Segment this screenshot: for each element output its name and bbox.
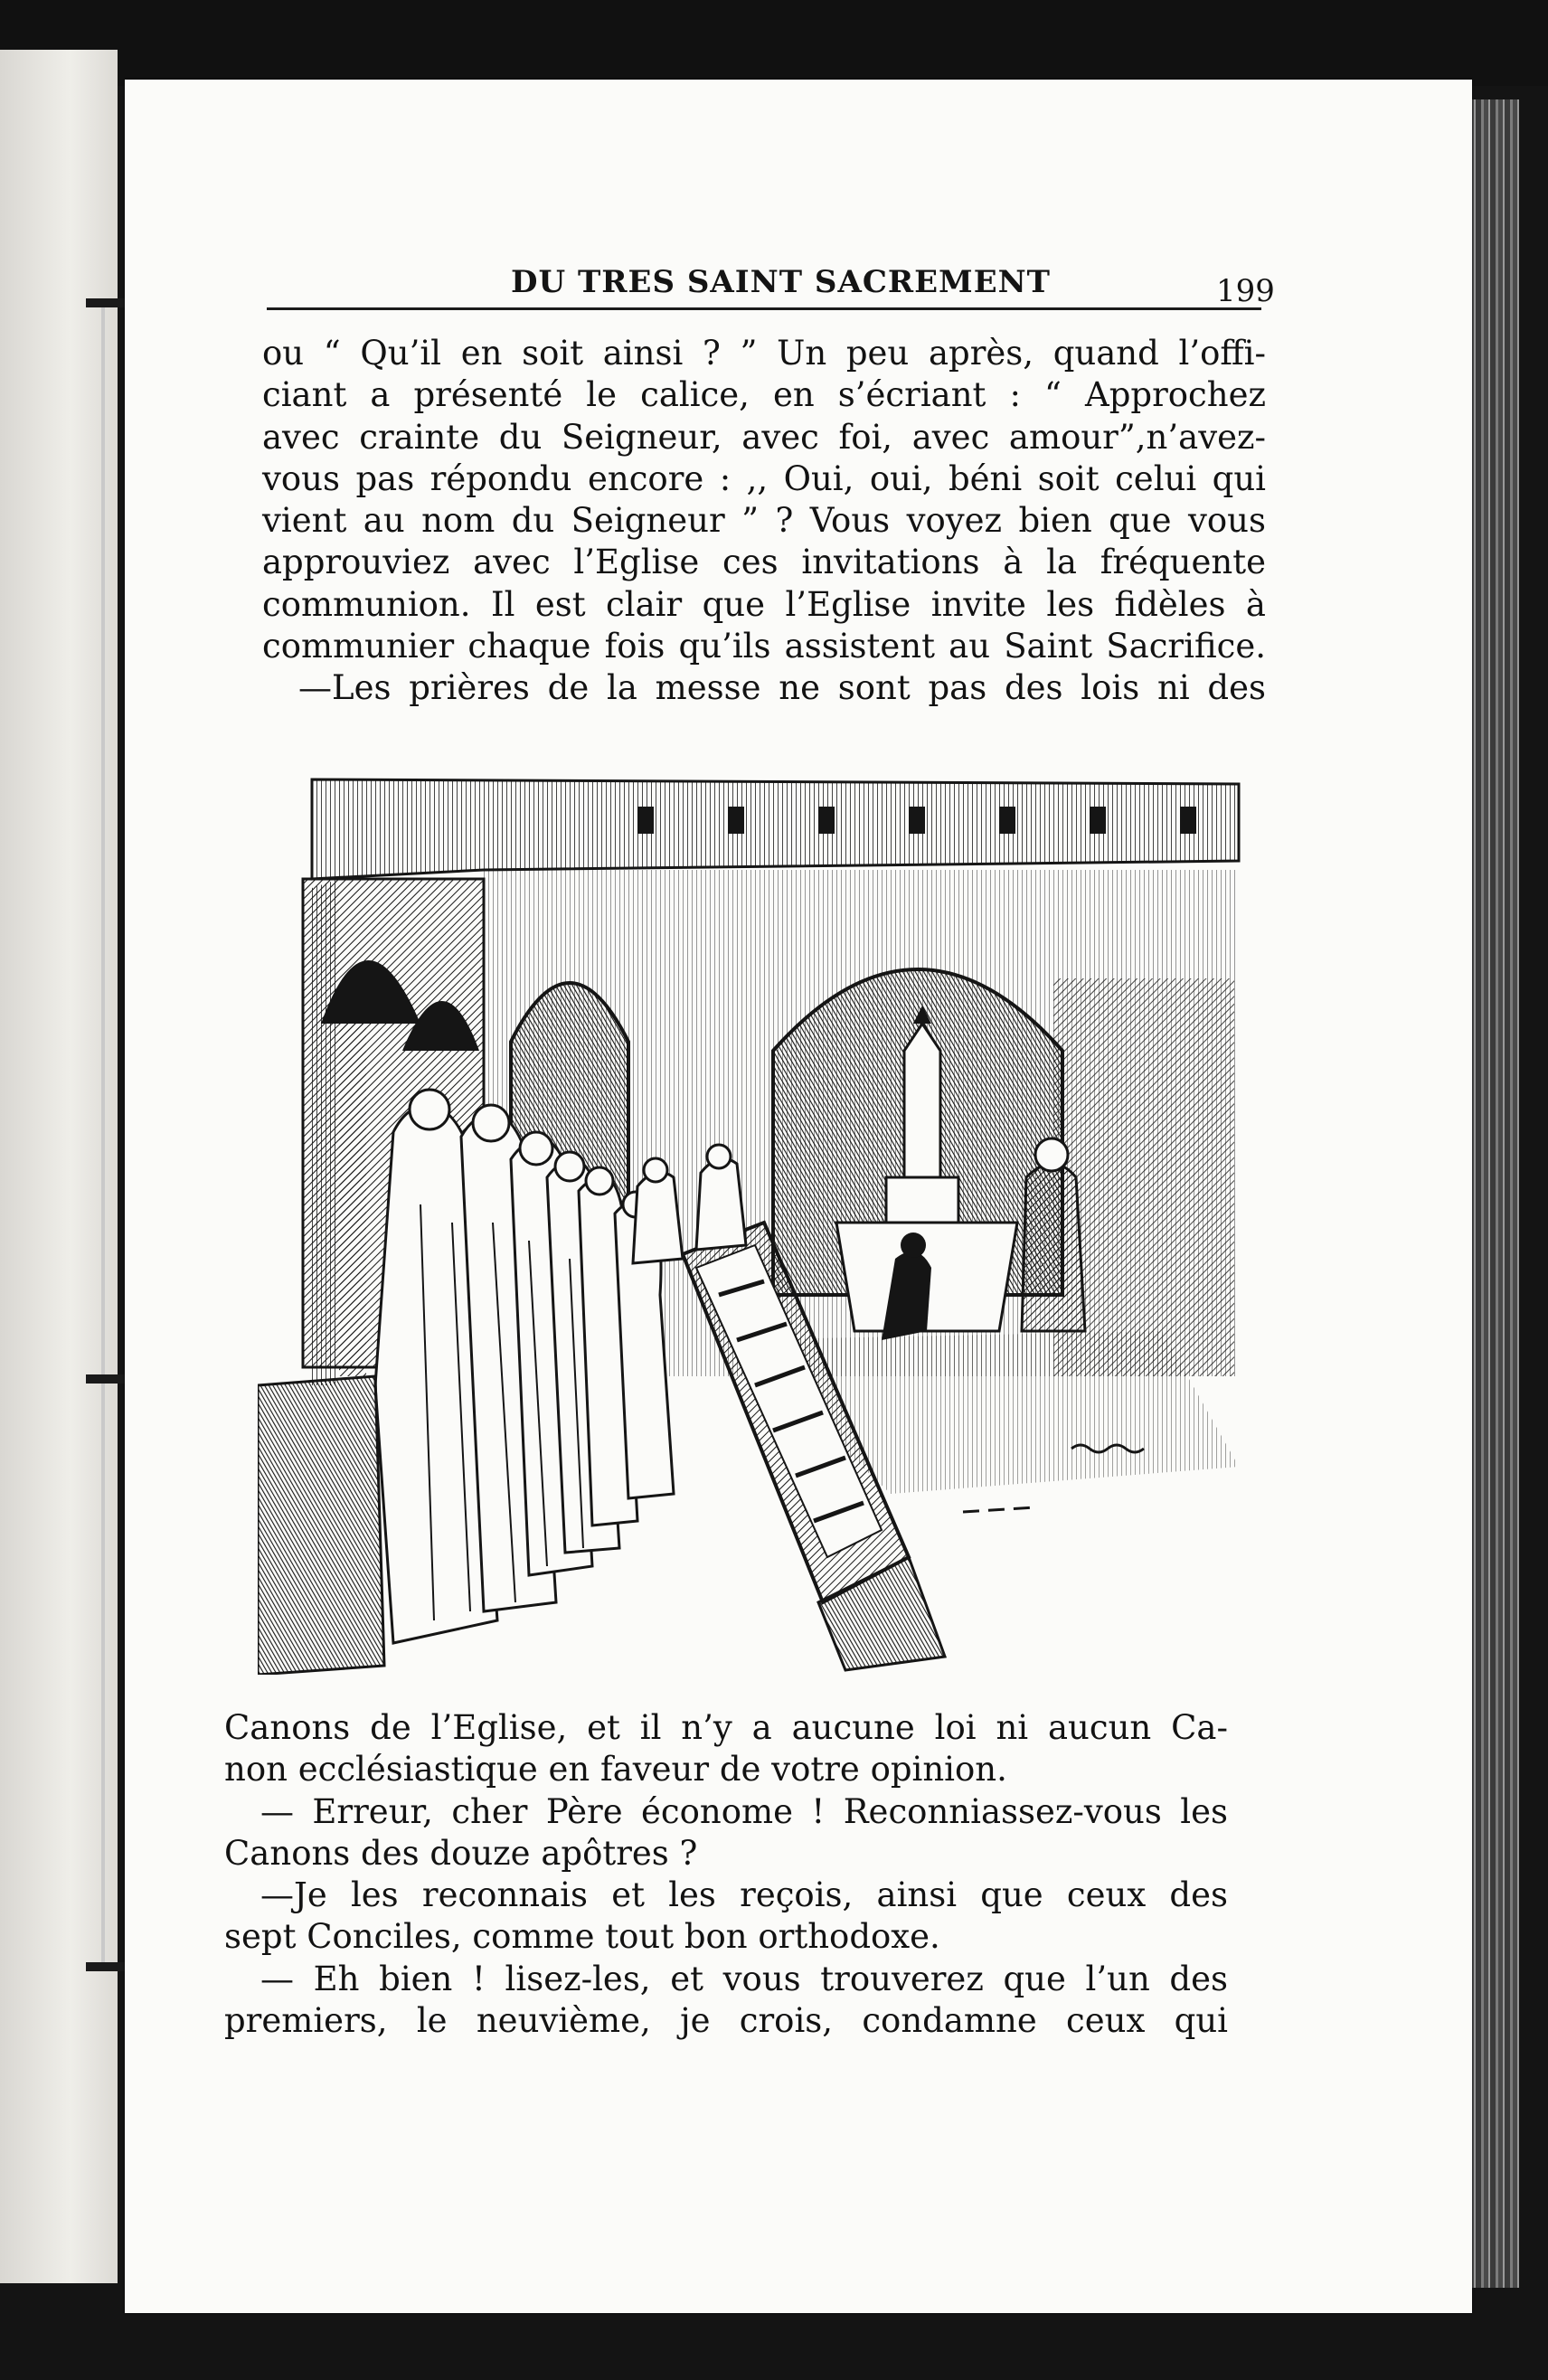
text-line: Canons de l’Eglise, et il n’y a aucune loi ni aucun Ca- (224, 1708, 1228, 1747)
page-number: 199 (1216, 273, 1275, 309)
text-line: non ecclésiastique en faveur de votre opinion. (224, 1750, 1007, 1790)
text-line: ou “ Qu’il en soit ainsi ? ” Un peu après, quand l’offi- (262, 334, 1266, 373)
text-line: communion. Il est clair que l’Eglise invite les fidèles à (262, 584, 1266, 624)
binding-thread (101, 307, 105, 1374)
text-bottom (224, 1707, 1228, 2042)
running-head-title: DU TRES SAINT SACREMENT (511, 264, 1051, 300)
text-line: communier chaque fois qu’ils assistent au Saint Sacrifice. (262, 626, 1266, 666)
text-line: vous pas répondu encore : ,, Oui, oui, béni soit celui qui (262, 458, 1266, 498)
text-line: —Je les reconnais et les reçois, ainsi que ceux des (260, 1875, 1228, 1914)
engraving-illustration (258, 752, 1243, 1675)
text-line: avec crainte du Seigneur, avec foi, avec amour”,n’avez- (262, 417, 1266, 457)
text-line: ciant a présenté le calice, en s’écriant : “ Approchez (262, 375, 1266, 415)
binding-thread (101, 1384, 105, 1962)
text-line: — Erreur, cher Père économe ! Reconniassez-vous les (260, 1791, 1228, 1831)
text-line: approuviez avec l’Eglise ces invitations à la fréquente (262, 543, 1266, 582)
running-head (267, 262, 1261, 310)
text-top (262, 333, 1266, 709)
text-line: premiers, le neuvième, je crois, condamne ceux qui (224, 2000, 1228, 2040)
text-line: vient au nom du Seigneur ” ? Vous voyez bien que vous (262, 501, 1266, 540)
text-line: sept Conciles, comme tout bon orthodoxe. (224, 1917, 940, 1957)
text-line: — Eh bien ! lisez-les, et vous trouverez que l’un des (260, 1959, 1228, 1998)
monks-choir-engraving (258, 752, 1243, 1675)
scan-background (0, 0, 1548, 86)
facing-page-edge (0, 50, 118, 2283)
text-line: —Les prières de la messe ne sont pas des lois ni des (298, 668, 1266, 707)
text-line: Canons des douze apôtres ? (224, 1833, 698, 1873)
